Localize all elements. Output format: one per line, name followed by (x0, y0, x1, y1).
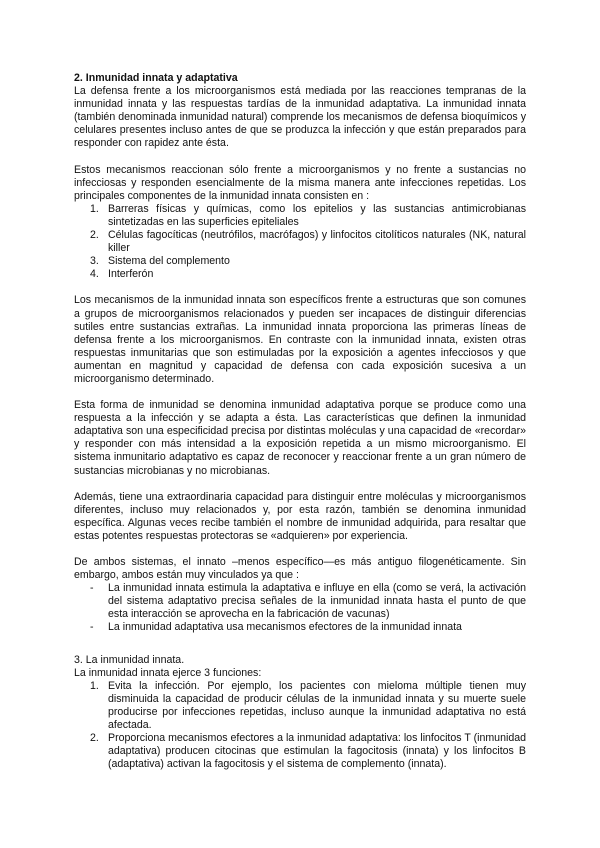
section-2-title: 2. Inmunidad innata y adaptativa (74, 72, 238, 84)
list-item: - La inmunidad innata estimula la adaptativa e influye en ella (como se verá, la activación del sistema adaptativo precisa señales de la inmunidad innata hasta el punto de que esta interacción se aprovecha en la fabricación de vacunas) (90, 582, 526, 621)
list-item: 1. Evita la infección. Por ejemplo, los pacientes con mieloma múltiple tienen muy disminuida la capacidad de producir células de la inmunidad innata y su muerte suele producirse por infecciones repetidas, incluso aunque la inmunidad adaptativa no está afectada. (90, 679, 526, 732)
paragraph-specific-immunity: Además, tiene una extraordinaria capacidad para distinguir entre moléculas y microorganismos diferentes, incluso muy relacionados y, por esta razón, también se denomina inmunidad específica. Algunas veces recibe también el nombre de inmunidad adquirida, para resaltar que estas potentes respuestas protectoras se «adquieren» por experiencia. (74, 490, 526, 542)
list-item: 3. Sistema del complemento (90, 255, 230, 268)
paragraph-mechanisms: Estos mecanismos reaccionan sólo frente a microorganismos y no frente a sustancias no infecciosas y responden esencialmente de la misma manera ante infecciones repetidas. Los principales componentes de la inmunidad innata consisten en : (74, 163, 526, 202)
list-item: 4. Interferón (90, 268, 154, 281)
list-item: 2. Proporciona mecanismos efectores a la inmunidad adaptativa: los linfocitos T (inmunidad adaptativa) producen citocinas que estimulan la fagocitosis (innata) y los linfocitos B (adaptativa) activan la fagocitosis y el sistema de complemento (innata). (90, 732, 526, 771)
systems-links-list (74, 582, 526, 634)
paragraph-specificity: Los mecanismos de la inmunidad innata son específicos frente a estructuras que son comunes a grupos de microorganismos relacionados y pueden ser incapaces de distinguir diferencias sutiles entre sustancias extrañas. La inmunidad innata proporciona las primeras líneas de defensa frente a los microorganismos. En contraste con la inmunidad innata, existen otras respuestas inmunitarias que son estimuladas por la exposición a agentes infecciosos y que aumentan en magnitud y capacidad de defensa con cada exposición sucesiva a un microorganismo determinado. (74, 294, 526, 385)
list-item: 2. Células fagocíticas (neutrófilos, macrófagos) y linfocitos citolíticos naturales (NK, natural killer (90, 229, 526, 255)
list-item: 1. Barreras físicas y químicas, como los epitelios y las sustancias antimicrobianas sintetizadas en las superficies epiteliales (90, 202, 526, 228)
list-item: - La inmunidad adaptativa usa mecanismos efectores de la inmunidad innata (90, 621, 462, 634)
section-3-title: 3. La inmunidad innata. (74, 653, 185, 666)
paragraph-adaptive: Esta forma de inmunidad se denomina inmunidad adaptativa porque se produce como una respuesta a la infección y se adapta a ésta. Las características que definen la inmunidad adaptativa son una especificidad precisa por distintas moléculas y una capacidad de «recordar» y responder con más intensidad a la exposición repetida a un mismo microorganismo. El sistema inmunitario adaptativo es capaz de reconocer y reaccionar frente a un gran número de sustancias microbianas y no microbianas. (74, 399, 526, 477)
section-3-intro: La inmunidad innata ejerce 3 funciones: (74, 666, 262, 679)
paragraph-both-systems: De ambos sistemas, el innato –menos específico—es más antiguo filogenéticamente. Sin embargo, ambos están muy vinculados ya que : (74, 556, 526, 582)
innate-components-list (74, 203, 526, 282)
innate-functions-list (74, 680, 526, 772)
paragraph-intro: La defensa frente a los microorganismos está mediada por las reacciones tempranas de la inmunidad innata y las respuestas tardías de la inmunidad adaptativa. La inmunidad innata (también denominada inmunidad natural) comprende los mecanismos de defensa bioquímicos y celulares presentes incluso antes de que se produzca la infección y que están preparados para responder con rapidez ante ésta. (74, 85, 526, 150)
